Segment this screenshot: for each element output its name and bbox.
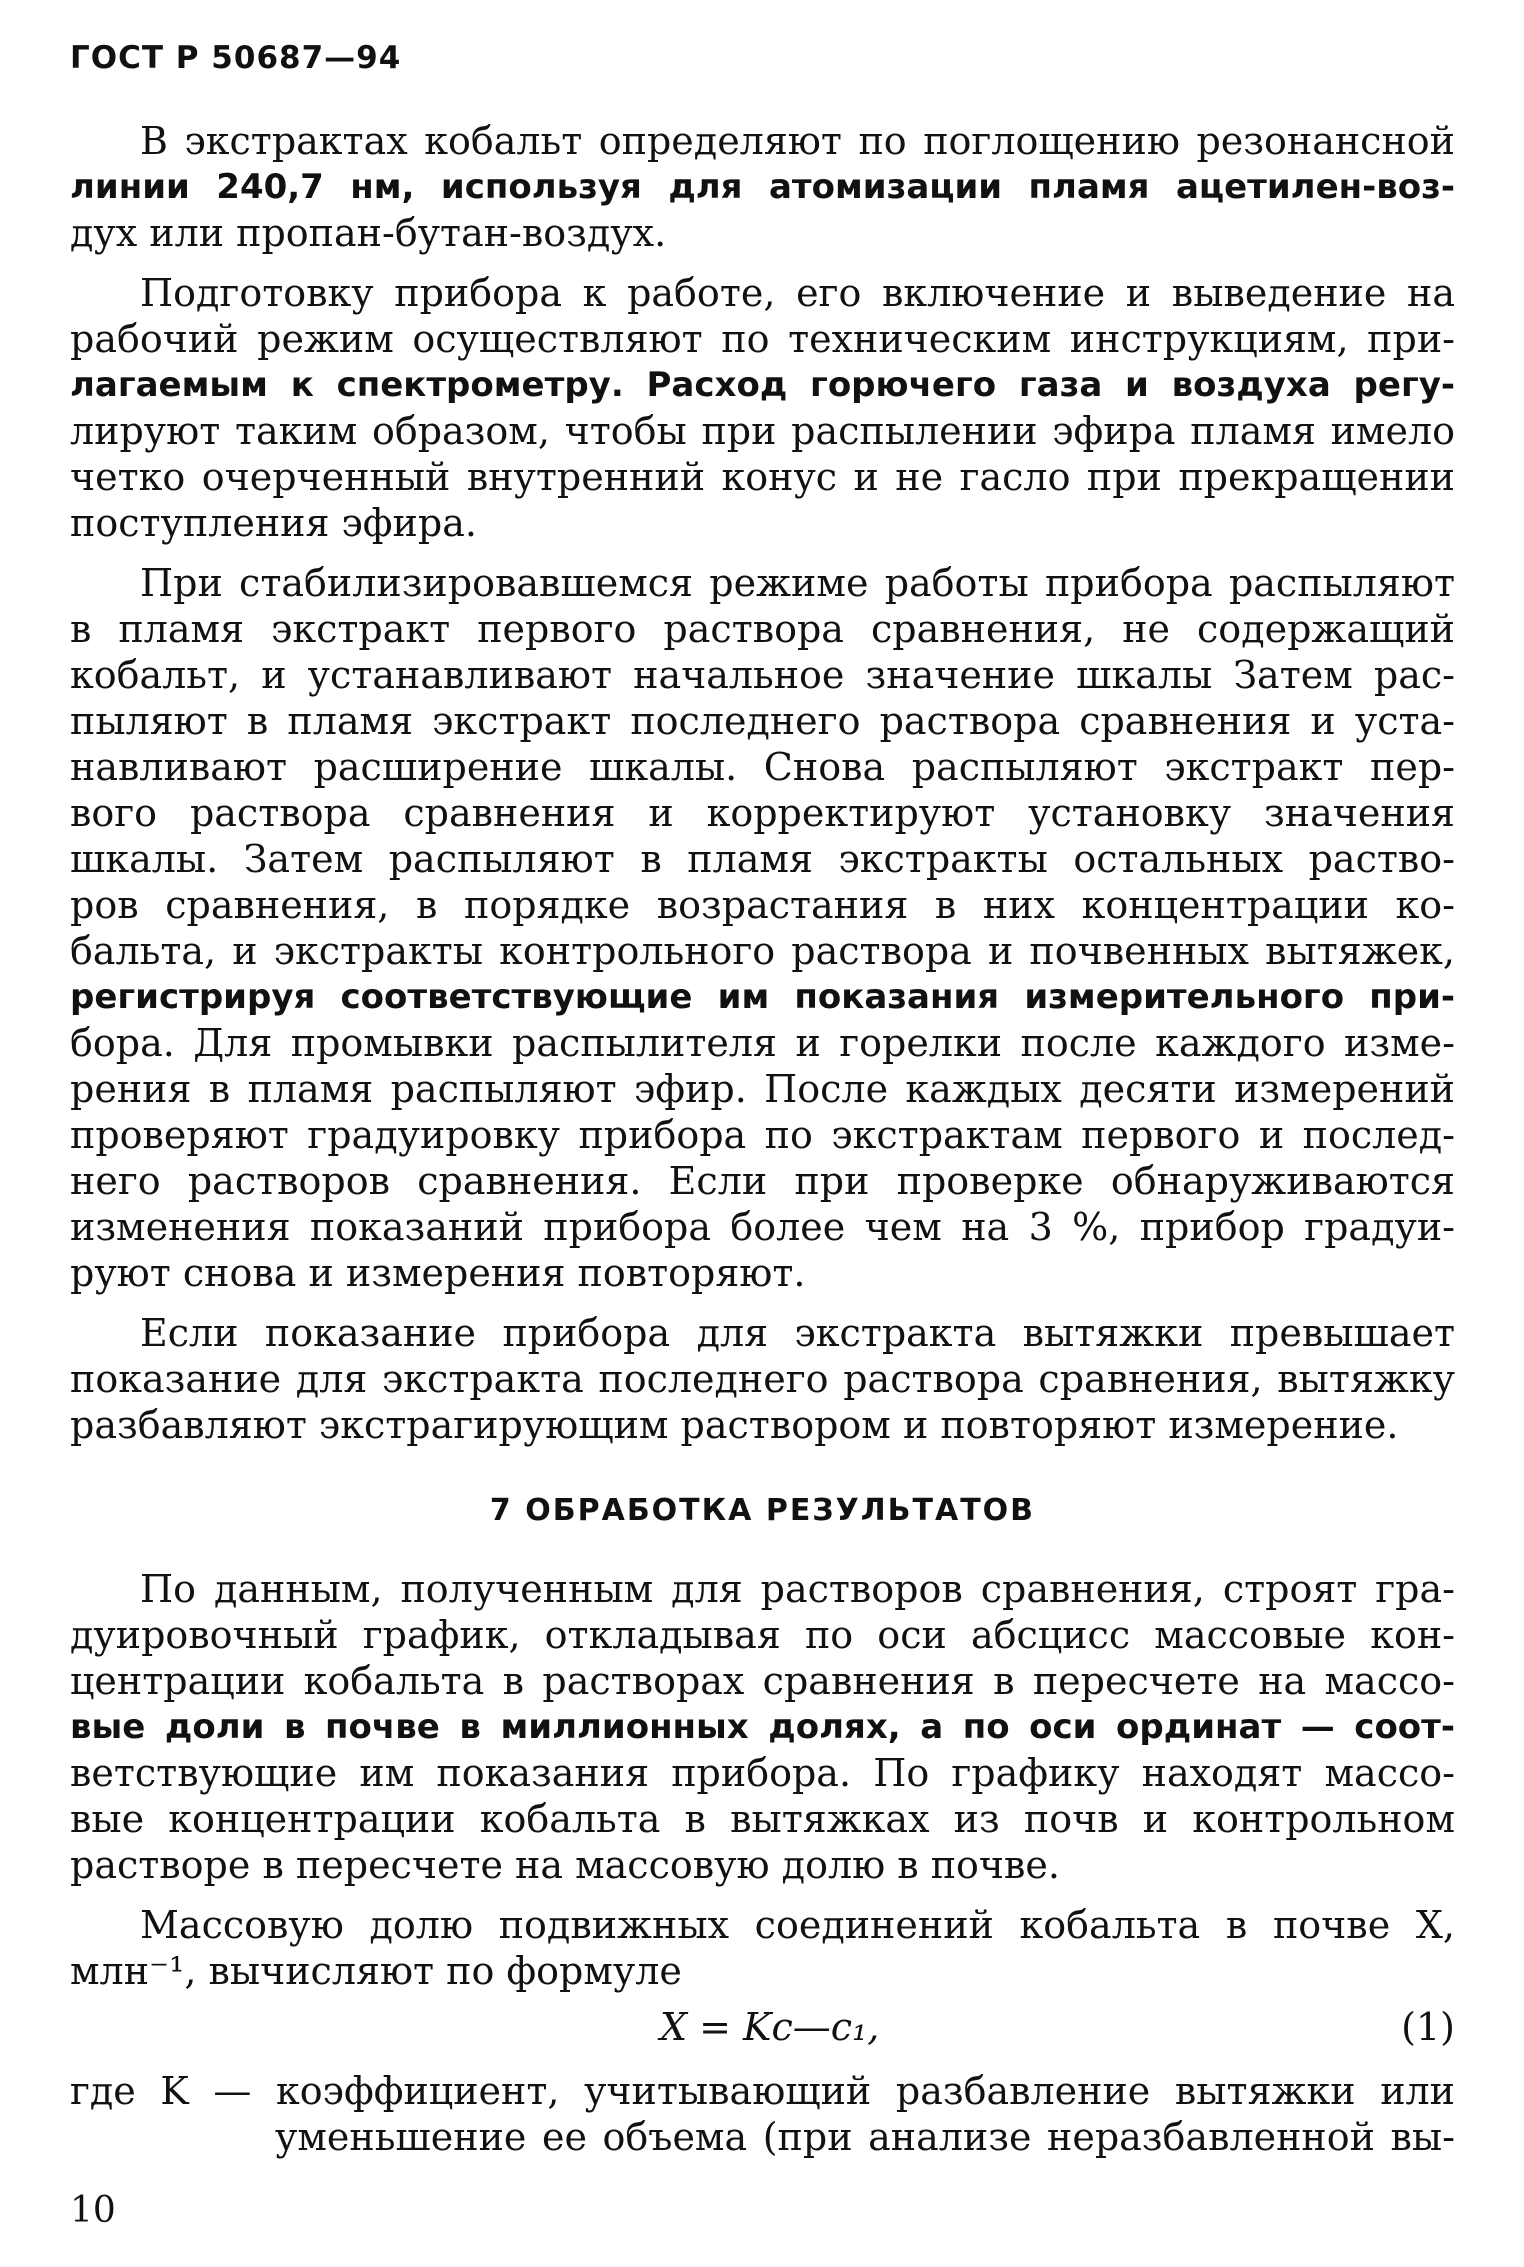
text-line: регистрируя соответствующие им показания измерительного при-: [70, 977, 1455, 1017]
where-clause: [70, 2068, 1455, 2160]
paragraph-cobalt-determination: [70, 118, 1455, 256]
formula-number: (1): [1401, 2005, 1455, 2049]
text-line: шкалы. Затем распыляют в пламя экстракты остальных раство-: [70, 837, 1455, 881]
text-line: рения в пламя распыляют эфир. После каждых десяти измерений: [70, 1067, 1455, 1111]
text-line: При стабилизировавшемся режиме работы прибора распыляют: [140, 561, 1455, 605]
text-line: ветствующие им показания прибора. По графику находят массо-: [70, 1751, 1455, 1795]
paragraph-calibration-graph: [70, 1566, 1455, 1888]
text-line: вого раствора сравнения и корректируют установку значения: [70, 791, 1455, 835]
text-line: изменения показаний прибора более чем на 3 %, прибор градуи-: [70, 1205, 1455, 1249]
text-line: ров сравнения, в порядке возрастания в них концентрации ко-: [70, 883, 1455, 927]
paragraph-dilution: [70, 1310, 1455, 1448]
text-line: проверяют градуировку прибора по экстрактам первого и послед-: [70, 1113, 1455, 1157]
text-line: млн⁻¹, вычисляют по формуле: [70, 1949, 682, 1993]
text-line: центрации кобальта в растворах сравнения в пересчете на массо-: [70, 1659, 1455, 1703]
text-line: В экстрактах кобальт определяют по поглощению резонансной: [140, 119, 1455, 163]
text-line: кобальт, и устанавливают начальное значение шкалы Затем рас-: [70, 653, 1455, 697]
formula-row: [70, 2000, 1455, 2056]
text-line: поступления эфира.: [70, 501, 477, 545]
standard-header: ГОСТ Р 50687—94: [70, 40, 402, 76]
text-line: лагаемым к спектрометру. Расход горючего газа и воздуха регу-: [70, 365, 1455, 405]
text-line: вые концентрации кобальта в вытяжках из почв и контрольном: [70, 1797, 1455, 1841]
text-line: бальта, и экстракты контрольного раствора и почвенных вытяжек,: [70, 929, 1455, 973]
formula: X = Kc—c₁,: [660, 2005, 880, 2049]
text-line: лируют таким образом, чтобы при распылении эфира пламя имело: [70, 409, 1455, 453]
text-line: пыляют в пламя экстракт последнего раствора сравнения и уста-: [70, 699, 1455, 743]
section-title: 7 ОБРАБОТКА РЕЗУЛЬТАТОВ: [489, 1493, 1036, 1528]
where-line-continued: уменьшение ее объема (при анализе неразбавленной вы-: [275, 2115, 1455, 2159]
text-line: бора. Для промывки распылителя и горелки после каждого изме-: [70, 1021, 1455, 1065]
text-line: По данным, полученным для растворов сравнения, строят гра-: [140, 1567, 1455, 1611]
where-line: где K — коэффициент, учитывающий разбавление вытяжки или: [70, 2069, 1455, 2113]
text-line: растворе в пересчете на массовую долю в почве.: [70, 1843, 1061, 1887]
text-line: Массовую долю подвижных соединений кобальта в почве X,: [140, 1903, 1455, 1947]
paragraph-mass-fraction: [70, 1902, 1455, 1994]
text-line: разбавляют экстрагирующим раствором и повторяют измерение.: [70, 1403, 1399, 1447]
paragraph-measurement-procedure: [70, 560, 1455, 1296]
text-line: показание для экстракта последнего раствора сравнения, вытяжку: [70, 1357, 1455, 1401]
text-line: рабочий режим осуществляют по техническим инструкциям, при-: [70, 317, 1455, 361]
document-body: [70, 118, 1455, 2174]
text-line: него растворов сравнения. Если при проверке обнаруживаются: [70, 1159, 1455, 1203]
text-line: в пламя экстракт первого раствора сравнения, не содержащий: [70, 607, 1455, 651]
text-line: четко очерченный внутренний конус и не гасло при прекращении: [70, 455, 1455, 499]
page-number: 10: [70, 2190, 116, 2231]
paragraph-instrument-preparation: [70, 270, 1455, 546]
text-line: дуировочный график, откладывая по оси абсцисс массовые кон-: [70, 1613, 1455, 1657]
text-line: вые доли в почве в миллионных долях, а по оси ординат — соот-: [70, 1707, 1455, 1747]
text-line: навливают расширение шкалы. Снова распыляют экстракт пер-: [70, 745, 1455, 789]
text-line: руют снова и измерения повторяют.: [70, 1251, 806, 1295]
text-line: Подготовку прибора к работе, его включение и выведение на: [140, 271, 1455, 315]
text-line: Если показание прибора для экстракта вытяжки превышает: [140, 1311, 1455, 1355]
text-line: дух или пропан-бутан-воздух.: [70, 211, 667, 255]
text-line: линии 240,7 нм, используя для атомизации пламя ацетилен-воз-: [70, 167, 1455, 207]
